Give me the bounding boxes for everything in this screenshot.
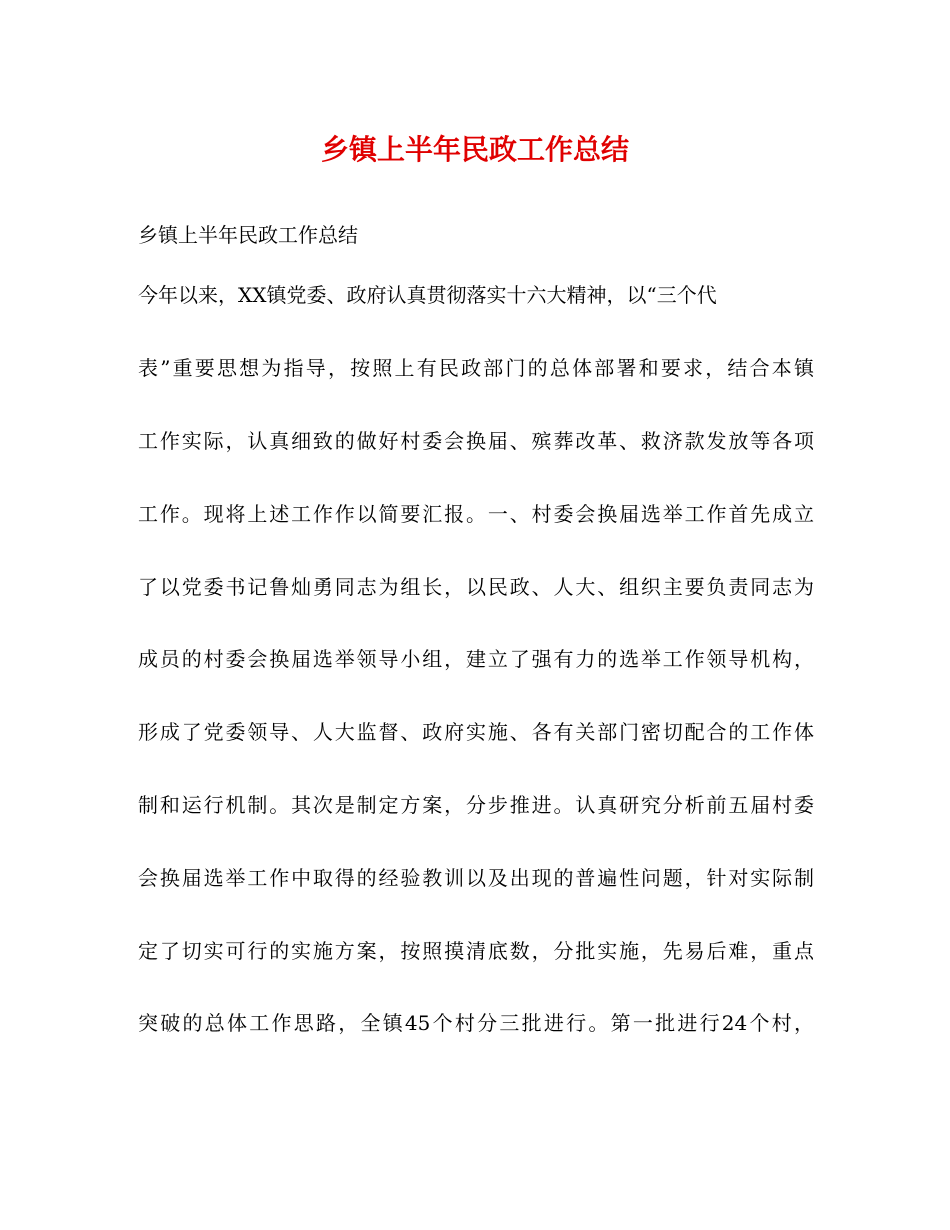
paragraph-line: 今年以来，XX镇党委、政府认真贯彻落实十六大精神，以“三个代 <box>138 283 717 307</box>
paragraph-line: 突破的总体工作思路，全镇45个村分三批进行。第一批进行24个村， <box>138 1011 814 1035</box>
paragraph-line: 定了切实可行的实施方案，按照摸清底数，分批实施，先易后难，重点 <box>138 939 814 963</box>
paragraph-line: 制和运行机制。其次是制定方案，分步推进。认真研究分析前五届村委 <box>138 793 814 817</box>
paragraph-line: 了以党委书记鲁灿勇同志为组长，以民政、人大、组织主要负责同志为 <box>138 575 814 599</box>
paragraph-line: 表”重要思想为指导，按照上有民政部门的总体部署和要求，结合本镇 <box>138 356 814 380</box>
paragraph-line: 会换届选举工作中取得的经验教训以及出现的普遍性问题，针对实际制 <box>138 866 814 890</box>
document-subtitle: 乡镇上半年民政工作总结 <box>138 223 358 247</box>
paragraph-line: 形成了党委领导、人大监督、政府实施、各有关部门密切配合的工作体 <box>138 720 814 744</box>
paragraph-line: 工作。现将上述工作作以简要汇报。一、村委会换届选举工作首先成立 <box>138 502 814 526</box>
paragraph-line: 工作实际，认真细致的做好村委会换届、殡葬改革、救济款发放等各项 <box>138 429 814 453</box>
paragraph-line: 成员的村委会换届选举领导小组，建立了强有力的选举工作领导机构， <box>138 647 814 671</box>
document-title: 乡镇上半年民政工作总结 <box>320 133 629 166</box>
